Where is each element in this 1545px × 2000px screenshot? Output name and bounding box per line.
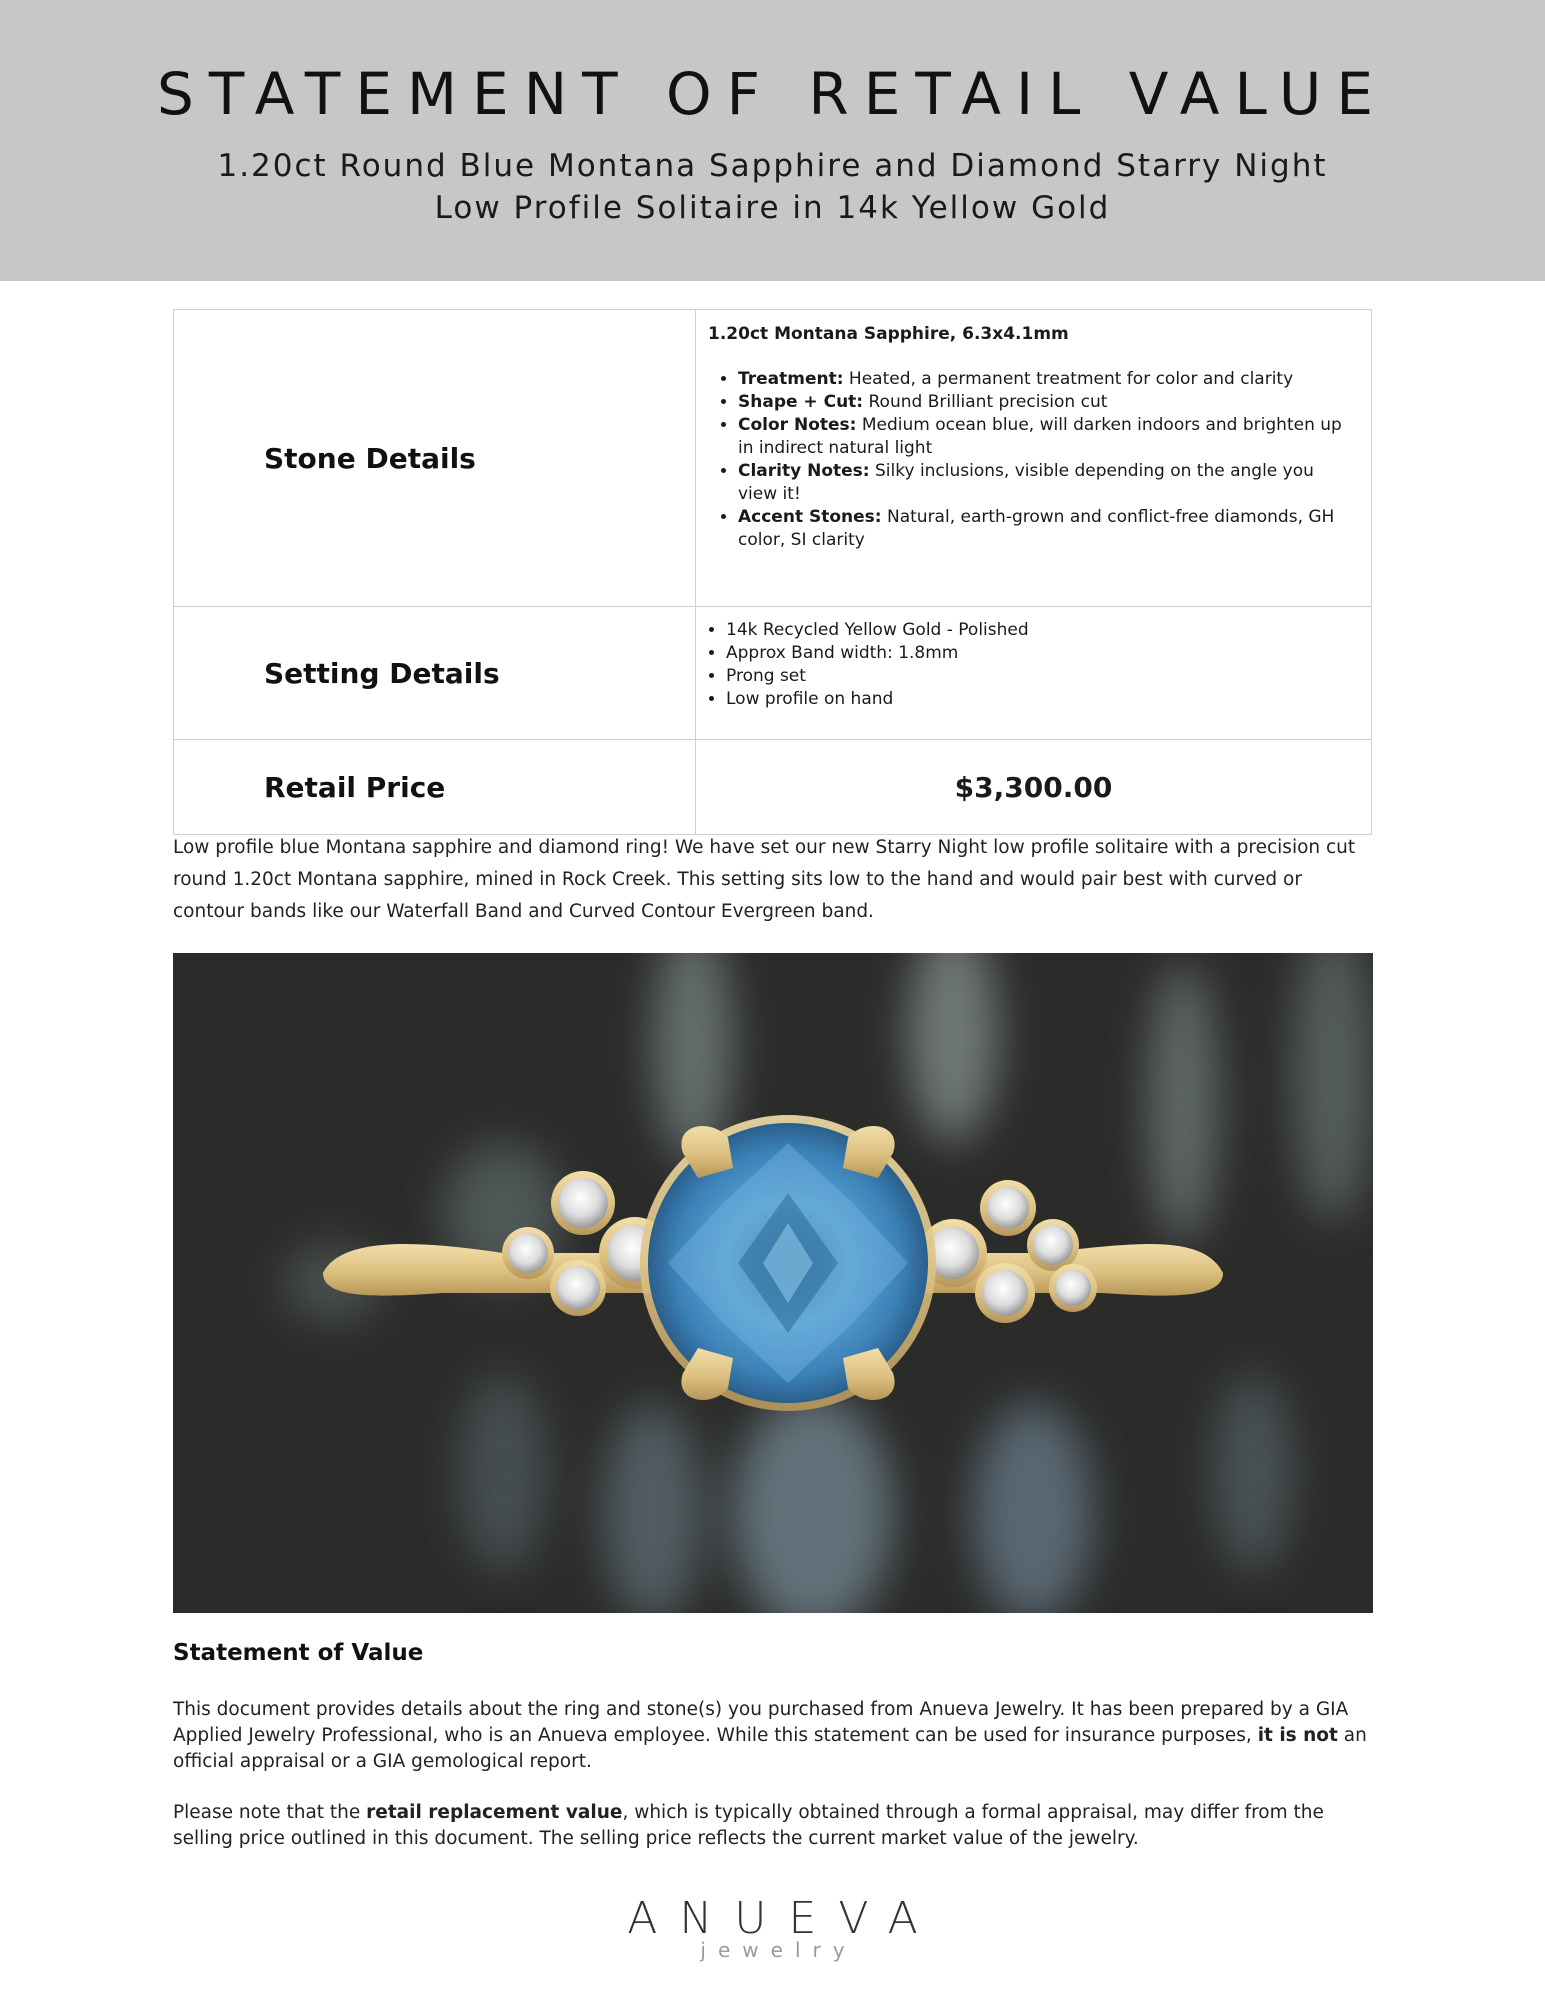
list-item: • Low profile on hand [726,688,1371,711]
item-key: Accent Stones: [738,507,882,527]
page-title: STATEMENT OF RETAIL VALUE [157,60,1388,128]
text-run: This document provides details about the ring and stone(s) you purchased from Anueva Jewelry. It has been prepared by a GIA Applied Jewelry Professional, who is an Anueva employee. While this statement can be used for insurance purposes, [173,1699,1349,1746]
bold-run: it is not [1257,1725,1338,1746]
item-key: Treatment: [738,369,844,389]
text-run: Please note that the [173,1802,367,1823]
stone-details-label: Stone Details [264,441,476,475]
setting-label-cell [174,607,696,740]
list-item: • Approx Band width: 1.8mm [726,642,1371,665]
logo-brand: ANUEVA [627,1893,940,1944]
stone-details-list [708,368,1357,552]
text-run: , which is typically obtained through a formal appraisal, may differ from the selling price outlined in this document. The selling price reflects the current market value of the jewelry. [173,1802,1324,1849]
item-value: Natural, earth-grown and conflict-free diamonds, GH color, SI clarity [738,507,1335,550]
setting-details-list [696,619,1371,711]
stone-details-cell [696,310,1372,607]
list-item [738,460,1357,506]
item-value: Round Brilliant precision cut [863,392,1108,412]
setting-details-cell [696,607,1372,740]
item-value: Medium ocean blue, will darken indoors and brighten up in indirect natural light [738,415,1342,458]
list-item [738,391,1357,414]
ring-illustration [173,953,1373,1613]
table-row-price [174,740,1372,835]
item-key: Clarity Notes: [738,461,870,481]
center-sapphire [640,1115,936,1411]
price-value-cell [696,740,1372,835]
item-value: Heated, a permanent treatment for color and clarity [843,369,1294,389]
statement-paragraph-2 [173,1800,1375,1852]
list-item [738,414,1357,460]
statement-paragraph-1 [173,1697,1375,1775]
intro-paragraph: Low profile blue Montana sapphire and diamond ring! We have set our new Starry Night low profile solitaire with a precision cut round 1.20ct Montana sapphire, mined in Rock Creek. This setting sits low to the hand and would pair best with curved or contour bands like our Waterfall Band and Curved Contour Evergreen band. [173,837,1356,922]
item-key: Color Notes: [738,415,857,435]
item-key: Shape + Cut: [738,392,864,412]
retail-price-label: Retail Price [264,770,446,804]
header-banner [0,0,1545,281]
details-table [173,309,1372,835]
ring-photo [173,953,1373,1613]
list-item [738,506,1357,552]
table-row-stone [174,310,1372,607]
statement-heading: Statement of Value [173,1640,424,1666]
bold-run: retail replacement value [366,1802,623,1823]
list-item: • 14k Recycled Yellow Gold - Polished [726,619,1371,642]
logo-sub: jewelry [700,1938,857,1962]
price-label-cell [174,740,696,835]
list-item [738,368,1357,391]
table-row-setting [174,607,1372,740]
stone-label-cell [174,310,696,607]
anueva-logo [0,1893,1545,1962]
page-subtitle: 1.20ct Round Blue Montana Sapphire and Diamond Starry Night Low Profile Solitaire in 14k Yellow Gold [217,148,1328,226]
setting-details-label: Setting Details [264,656,500,690]
stone-heading: 1.20ct Montana Sapphire, 6.3x4.1mm [708,324,1069,344]
text-run: an official appraisal or a GIA gemological report. [173,1725,1367,1772]
list-item: • Prong set [726,665,1371,688]
item-value: Silky inclusions, visible depending on the angle you view it! [738,461,1314,504]
retail-price-value: $3,300.00 [954,770,1113,804]
